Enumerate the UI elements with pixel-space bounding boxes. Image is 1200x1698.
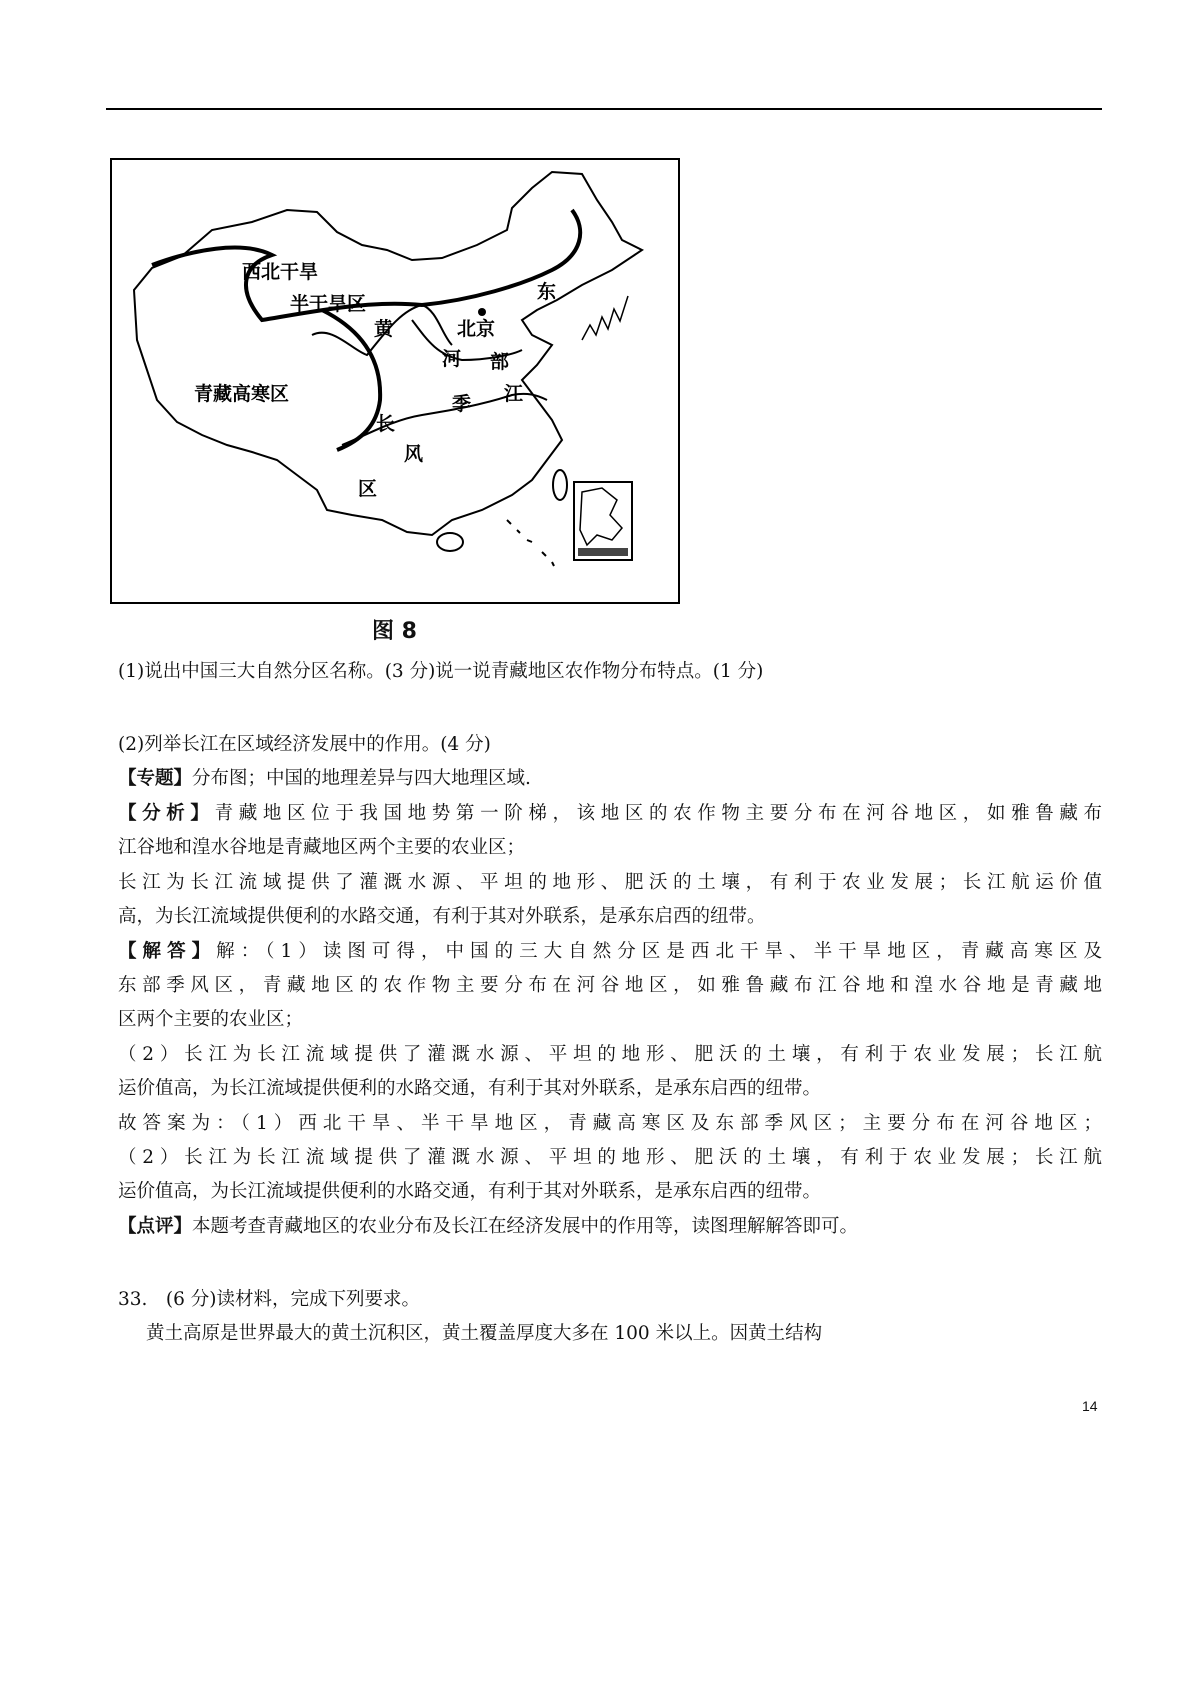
analysis-line-2: 长江为长江流域提供了灌溉水源、平坦的地形、肥沃的土壤，有利于农业发展；长江航运价值	[118, 872, 1102, 893]
analysis-line-3: 高，为长江流域提供便利的水路交通，有利于其对外联系，是承东启西的纽带。	[118, 906, 766, 927]
answer-tag: 【解答】	[118, 941, 217, 962]
comment-text: 本题考查青藏地区的农业分布及长江在经济发展中的作用等，读图理解解答即可。	[192, 1216, 859, 1237]
label-huang: 黄	[374, 318, 394, 340]
answer-line-7: 运价值高，为长江流域提供便利的水路交通，有利于其对外联系，是承东启西的纽带。	[118, 1181, 822, 1202]
page-number: 14	[1082, 1398, 1098, 1414]
label-beijing: 北京	[457, 318, 496, 340]
label-bu: 部	[490, 351, 510, 373]
topic-tag: 【专题】	[118, 768, 193, 789]
label-chang: 长	[376, 413, 396, 435]
comment-line	[118, 1215, 1102, 1239]
beijing-dot	[478, 308, 486, 316]
label-qingzang: 青藏高寒区	[194, 383, 290, 405]
question-1: (1)说出中国三大自然分区名称。(3 分)说一说青藏地区农作物分布特点。(1 分)	[118, 661, 764, 682]
analysis-line-0	[118, 802, 1102, 826]
coast-handwriting	[582, 296, 628, 340]
label-northwest-2: 半干旱区	[290, 293, 367, 315]
label-qu: 区	[358, 478, 378, 500]
taiwan-island	[553, 470, 567, 500]
question-2: (2)列举长江在区域经济发展中的作用。(4 分)	[118, 734, 491, 755]
answer-line-5: 故答案为：（1）西北干旱、半干旱地区，青藏高寒区及东部季风区；主要分布在河谷地区；	[118, 1113, 1102, 1134]
answer-line-3: （2）长江为长江流域提供了灌溉水源、平坦的地形、肥沃的土壤，有利于农业发展；长江航	[118, 1044, 1102, 1065]
label-ji: 季	[452, 393, 472, 415]
answer-line-4: 运价值高，为长江流域提供便利的水路交通，有利于其对外联系，是承东启西的纽带。	[118, 1078, 822, 1099]
hainan-island	[437, 533, 463, 551]
label-he: 河	[442, 348, 462, 370]
qinghai-tibet-boundary-line	[322, 310, 380, 450]
analysis-line-1: 江谷地和湟水谷地是青藏地区两个主要的农业区；	[118, 837, 526, 858]
label-jiang: 江	[504, 383, 524, 405]
header-rule	[106, 108, 1102, 110]
answer-text-0: 解：（1）读图可得，中国的三大自然分区是西北干旱、半干旱地区，青藏高寒区及	[216, 941, 1102, 962]
question-33-title: 33. (6 分)读材料，完成下列要求。	[118, 1289, 421, 1310]
china-natural-regions-map	[110, 158, 680, 604]
analysis-tag: 【分析】	[118, 803, 215, 824]
answer-line-2: 区两个主要的农业区；	[118, 1009, 304, 1030]
analysis-text-0: 青藏地区位于我国地势第一阶梯，该地区的农作物主要分布在河谷地区，如雅鲁藏布	[214, 803, 1102, 824]
topic-line	[118, 767, 1102, 791]
comment-tag: 【点评】	[118, 1216, 193, 1237]
figure-caption: 图 8	[372, 619, 417, 644]
inset-legend	[578, 548, 628, 556]
south-china-sea-islands	[507, 520, 554, 566]
label-dong: 东	[537, 281, 557, 303]
answer-line-1: 东部季风区，青藏地区的农作物主要分布在河谷地区，如雅鲁藏布江谷地和湟水谷地是青藏地	[118, 975, 1102, 996]
label-northwest-1: 西北干旱	[242, 261, 319, 283]
topic-text: 分布图；中国的地理差异与四大地理区域.	[192, 768, 531, 789]
question-33-material: 黄土高原是世界最大的黄土沉积区，黄土覆盖厚度大多在 100 米以上。因黄土结构	[146, 1323, 823, 1344]
label-feng: 风	[404, 443, 424, 465]
nw-boundary-line	[152, 210, 580, 320]
answer-line-0	[118, 940, 1102, 964]
answer-line-6: （2）长江为长江流域提供了灌溉水源、平坦的地形、肥沃的土壤，有利于农业发展；长江航	[118, 1147, 1102, 1168]
